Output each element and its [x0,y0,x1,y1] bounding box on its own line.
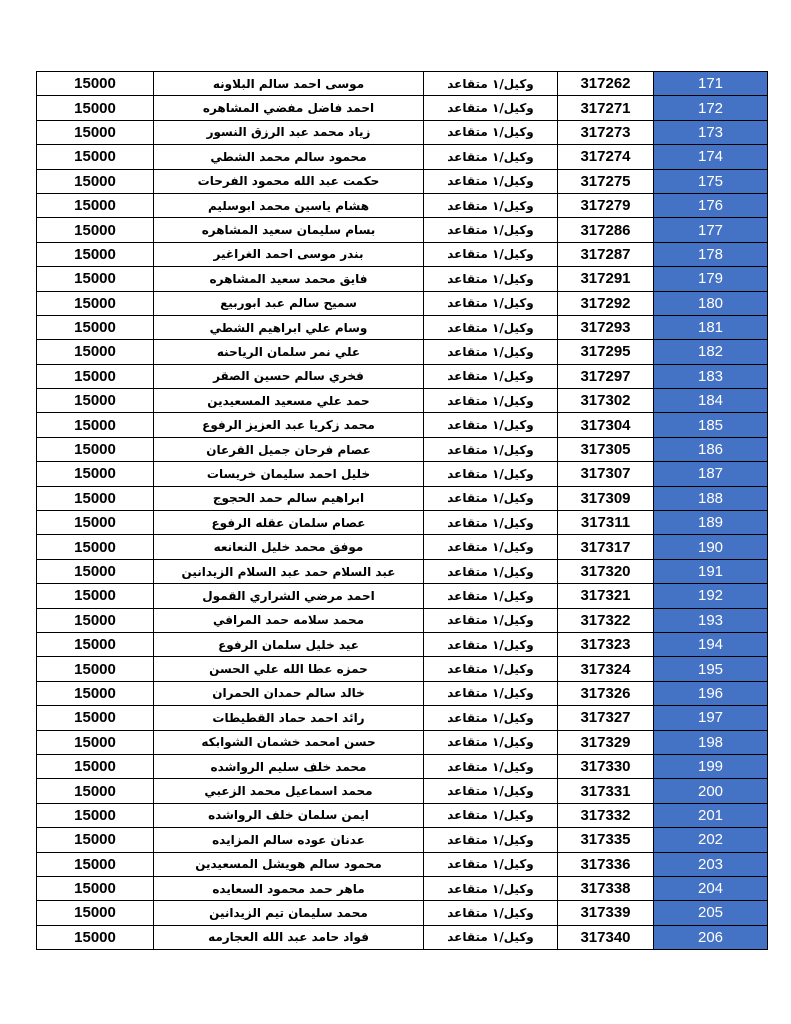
amount-cell: 15000 [37,462,154,486]
name-cell: ابراهيم سالم حمد الحجوج [154,486,424,510]
sequence-number-cell: 202 [654,828,768,852]
amount-cell: 15000 [37,120,154,144]
table-row [37,413,768,437]
name-cell: فواد حامد عبد الله العجارمه [154,925,424,949]
id-number-cell: 317307 [558,462,654,486]
sequence-number-cell: 197 [654,706,768,730]
name-cell: عصام فرحان جميل القرعان [154,437,424,461]
id-number-cell: 317295 [558,340,654,364]
amount-cell: 15000 [37,584,154,608]
table-row [37,901,768,925]
id-number-cell: 317340 [558,925,654,949]
table-row [37,511,768,535]
id-number-cell: 317309 [558,486,654,510]
amount-cell: 15000 [37,876,154,900]
name-cell: فخري سالم حسين الصقر [154,364,424,388]
id-number-cell: 317327 [558,706,654,730]
amount-cell: 15000 [37,632,154,656]
id-number-cell: 317331 [558,779,654,803]
amount-cell: 15000 [37,169,154,193]
rank-cell: وكيل/١ متقاعد [424,754,558,778]
id-number-cell: 317292 [558,291,654,315]
id-number-cell: 317293 [558,315,654,339]
name-cell: حسن امحمد خشمان الشوابكه [154,730,424,754]
id-number-cell: 317279 [558,193,654,217]
amount-cell: 15000 [37,486,154,510]
name-cell: ماهر حمد محمود السعايده [154,876,424,900]
amount-cell: 15000 [37,511,154,535]
table-row [37,730,768,754]
id-number-cell: 317275 [558,169,654,193]
amount-cell: 15000 [37,535,154,559]
sequence-number-cell: 183 [654,364,768,388]
id-number-cell: 317304 [558,413,654,437]
id-number-cell: 317320 [558,559,654,583]
sequence-number-cell: 194 [654,632,768,656]
amount-cell: 15000 [37,218,154,242]
sequence-number-cell: 186 [654,437,768,461]
table-row [37,389,768,413]
rank-cell: وكيل/١ متقاعد [424,462,558,486]
id-number-cell: 317322 [558,608,654,632]
rank-cell: وكيل/١ متقاعد [424,852,558,876]
table-row [37,632,768,656]
id-number-cell: 317329 [558,730,654,754]
name-cell: موفق محمد خليل النعانعه [154,535,424,559]
id-number-cell: 317339 [558,901,654,925]
rank-cell: وكيل/١ متقاعد [424,901,558,925]
name-cell: عيد خليل سلمان الرفوع [154,632,424,656]
rank-cell: وكيل/١ متقاعد [424,925,558,949]
name-cell: عصام سلمان عقله الرفوع [154,511,424,535]
id-number-cell: 317274 [558,145,654,169]
amount-cell: 15000 [37,242,154,266]
rank-cell: وكيل/١ متقاعد [424,828,558,852]
amount-cell: 15000 [37,730,154,754]
rank-cell: وكيل/١ متقاعد [424,681,558,705]
sequence-number-cell: 189 [654,511,768,535]
rank-cell: وكيل/١ متقاعد [424,486,558,510]
table-row [37,828,768,852]
id-number-cell: 317335 [558,828,654,852]
sequence-number-cell: 182 [654,340,768,364]
id-number-cell: 317323 [558,632,654,656]
sequence-number-cell: 184 [654,389,768,413]
name-cell: خليل احمد سليمان خريسات [154,462,424,486]
sequence-number-cell: 198 [654,730,768,754]
sequence-number-cell: 188 [654,486,768,510]
amount-cell: 15000 [37,389,154,413]
sequence-number-cell: 201 [654,803,768,827]
table-row [37,803,768,827]
amount-cell: 15000 [37,828,154,852]
sequence-number-cell: 178 [654,242,768,266]
table-row [37,242,768,266]
amount-cell: 15000 [37,754,154,778]
table-row [37,437,768,461]
name-cell: علي نمر سلمان الرياحنه [154,340,424,364]
sequence-number-cell: 171 [654,72,768,96]
rank-cell: وكيل/١ متقاعد [424,584,558,608]
table-row [37,193,768,217]
id-number-cell: 317338 [558,876,654,900]
amount-cell: 15000 [37,267,154,291]
name-cell: محمد سلامه حمد المرافي [154,608,424,632]
id-number-cell: 317311 [558,511,654,535]
sequence-number-cell: 195 [654,657,768,681]
amount-cell: 15000 [37,315,154,339]
id-number-cell: 317297 [558,364,654,388]
name-cell: محمد زكريا عبد العزيز الرفوع [154,413,424,437]
amount-cell: 15000 [37,779,154,803]
rank-cell: وكيل/١ متقاعد [424,559,558,583]
table-row [37,754,768,778]
amount-cell: 15000 [37,437,154,461]
rank-cell: وكيل/١ متقاعد [424,364,558,388]
sequence-number-cell: 175 [654,169,768,193]
id-number-cell: 317305 [558,437,654,461]
name-cell: محمد خلف سليم الرواشده [154,754,424,778]
rank-cell: وكيل/١ متقاعد [424,706,558,730]
table-row [37,315,768,339]
sequence-number-cell: 191 [654,559,768,583]
sequence-number-cell: 206 [654,925,768,949]
table-row [37,852,768,876]
amount-cell: 15000 [37,657,154,681]
amount-cell: 15000 [37,608,154,632]
amount-cell: 15000 [37,681,154,705]
rank-cell: وكيل/١ متقاعد [424,315,558,339]
rank-cell: وكيل/١ متقاعد [424,608,558,632]
id-number-cell: 317273 [558,120,654,144]
rank-cell: وكيل/١ متقاعد [424,218,558,242]
id-number-cell: 317271 [558,96,654,120]
rank-cell: وكيل/١ متقاعد [424,340,558,364]
rank-cell: وكيل/١ متقاعد [424,657,558,681]
name-cell: زياد محمد عبد الرزق النسور [154,120,424,144]
table-row [37,169,768,193]
name-cell: حكمت عبد الله محمود الفرحات [154,169,424,193]
rank-cell: وكيل/١ متقاعد [424,876,558,900]
sequence-number-cell: 203 [654,852,768,876]
rank-cell: وكيل/١ متقاعد [424,632,558,656]
amount-cell: 15000 [37,925,154,949]
id-number-cell: 317286 [558,218,654,242]
rank-cell: وكيل/١ متقاعد [424,145,558,169]
name-cell: حمد علي مسعيد المسعيدين [154,389,424,413]
id-number-cell: 317302 [558,389,654,413]
amount-cell: 15000 [37,803,154,827]
rank-cell: وكيل/١ متقاعد [424,242,558,266]
id-number-cell: 317324 [558,657,654,681]
rank-cell: وكيل/١ متقاعد [424,72,558,96]
table-row [37,681,768,705]
sequence-number-cell: 176 [654,193,768,217]
amount-cell: 15000 [37,96,154,120]
id-number-cell: 317262 [558,72,654,96]
table-row [37,120,768,144]
table-row [37,608,768,632]
sequence-number-cell: 179 [654,267,768,291]
amount-cell: 15000 [37,193,154,217]
id-number-cell: 317321 [558,584,654,608]
id-number-cell: 317291 [558,267,654,291]
table-row [37,267,768,291]
amount-cell: 15000 [37,852,154,876]
table-row [37,96,768,120]
table-row [37,462,768,486]
table-row [37,72,768,96]
amount-cell: 15000 [37,340,154,364]
sequence-number-cell: 173 [654,120,768,144]
name-cell: فايق محمد سعيد المشاهره [154,267,424,291]
table-row [37,584,768,608]
name-cell: خالد سالم حمدان الحمران [154,681,424,705]
id-number-cell: 317332 [558,803,654,827]
name-cell: بسام سليمان سعيد المشاهره [154,218,424,242]
name-cell: رائد احمد حماد القطيطات [154,706,424,730]
rank-cell: وكيل/١ متقاعد [424,291,558,315]
id-number-cell: 317326 [558,681,654,705]
sequence-number-cell: 172 [654,96,768,120]
sequence-number-cell: 187 [654,462,768,486]
name-cell: سميح سالم عبد ابوربيع [154,291,424,315]
table-row [37,779,768,803]
amount-cell: 15000 [37,291,154,315]
name-cell: محمد اسماعيل محمد الزعبي [154,779,424,803]
id-number-cell: 317317 [558,535,654,559]
payment-table-body [37,72,768,950]
sequence-number-cell: 174 [654,145,768,169]
table-row [37,364,768,388]
name-cell: احمد فاضل مفضي المشاهره [154,96,424,120]
table-row [37,657,768,681]
id-number-cell: 317336 [558,852,654,876]
rank-cell: وكيل/١ متقاعد [424,193,558,217]
rank-cell: وكيل/١ متقاعد [424,803,558,827]
table-row [37,925,768,949]
table-row [37,218,768,242]
table-row [37,145,768,169]
name-cell: احمد مرضي الشراري القمول [154,584,424,608]
rank-cell: وكيل/١ متقاعد [424,730,558,754]
amount-cell: 15000 [37,145,154,169]
name-cell: موسى احمد سالم البلاونه [154,72,424,96]
sequence-number-cell: 205 [654,901,768,925]
amount-cell: 15000 [37,706,154,730]
payment-table [36,71,768,950]
name-cell: هشام ياسين محمد ابوسليم [154,193,424,217]
table-row [37,340,768,364]
name-cell: حمزه عطا الله علي الحسن [154,657,424,681]
amount-cell: 15000 [37,901,154,925]
amount-cell: 15000 [37,72,154,96]
name-cell: محمد سليمان تيم الزيدانين [154,901,424,925]
rank-cell: وكيل/١ متقاعد [424,779,558,803]
id-number-cell: 317287 [558,242,654,266]
id-number-cell: 317330 [558,754,654,778]
sequence-number-cell: 200 [654,779,768,803]
name-cell: بندر موسى احمد الغراغير [154,242,424,266]
table-row [37,876,768,900]
table-row [37,486,768,510]
rank-cell: وكيل/١ متقاعد [424,267,558,291]
sequence-number-cell: 185 [654,413,768,437]
table-row [37,706,768,730]
name-cell: محمود سالم هويشل المسعيدين [154,852,424,876]
rank-cell: وكيل/١ متقاعد [424,535,558,559]
sequence-number-cell: 196 [654,681,768,705]
name-cell: ايمن سلمان خلف الرواشده [154,803,424,827]
sequence-number-cell: 180 [654,291,768,315]
sequence-number-cell: 193 [654,608,768,632]
sequence-number-cell: 199 [654,754,768,778]
rank-cell: وكيل/١ متقاعد [424,511,558,535]
sequence-number-cell: 181 [654,315,768,339]
sequence-number-cell: 204 [654,876,768,900]
table-row [37,559,768,583]
rank-cell: وكيل/١ متقاعد [424,389,558,413]
sequence-number-cell: 177 [654,218,768,242]
rank-cell: وكيل/١ متقاعد [424,437,558,461]
name-cell: عدنان عوده سالم المزايده [154,828,424,852]
name-cell: عبد السلام حمد عبد السلام الزيدانين [154,559,424,583]
rank-cell: وكيل/١ متقاعد [424,120,558,144]
amount-cell: 15000 [37,559,154,583]
name-cell: محمود سالم محمد الشطي [154,145,424,169]
rank-cell: وكيل/١ متقاعد [424,96,558,120]
amount-cell: 15000 [37,364,154,388]
sequence-number-cell: 190 [654,535,768,559]
table-row [37,535,768,559]
amount-cell: 15000 [37,413,154,437]
sequence-number-cell: 192 [654,584,768,608]
rank-cell: وكيل/١ متقاعد [424,169,558,193]
rank-cell: وكيل/١ متقاعد [424,413,558,437]
table-row [37,291,768,315]
name-cell: وسام علي ابراهيم الشطي [154,315,424,339]
